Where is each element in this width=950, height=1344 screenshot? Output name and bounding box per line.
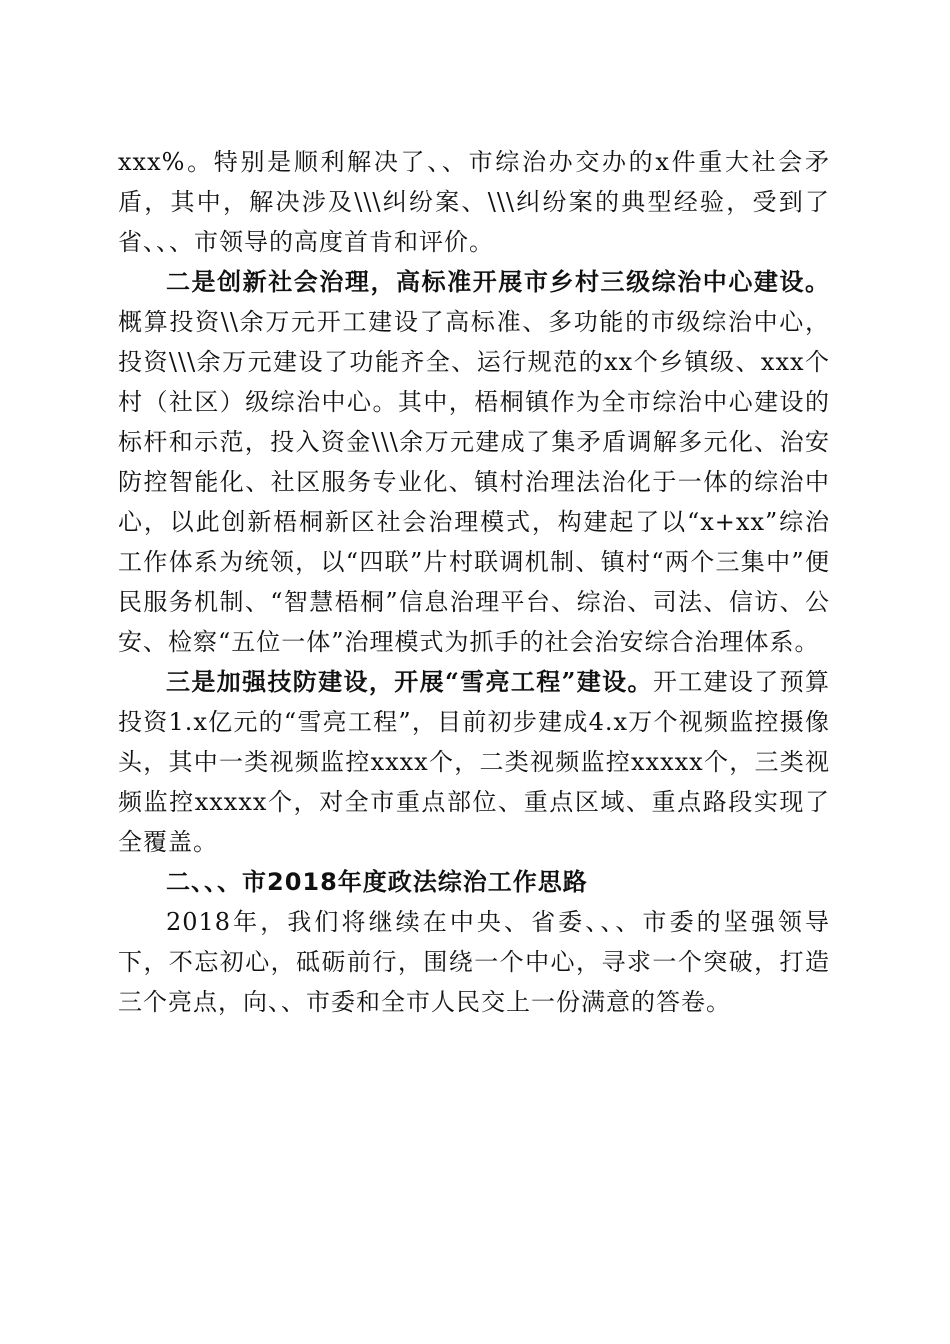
paragraph-text: 开工建设了预算投资1.x亿元的“雪亮工程”，目前初步建成4.x万个视频监控摄像头，其中一类视频监控xxxx个，二类视频监控xxxxx个，三类视频监控xxxxx个，对全市重点部位、重点区域、重点路段实现了全覆盖。 — [118, 668, 831, 856]
paragraph-text: 概算投资\\余万元开工建设了高标准、多功能的市级综治中心，投资\\\余万元建设了功能齐全、运行规范的xx个乡镇级、xxx个村（社区）级综治中心。其中，梧桐镇作为全市综治中心建设的标杆和示范，投入资金\\\余万元建成了集矛盾调解多元化、治安防控智能化、社区服务专业化、镇村治理法治化于一体的综治中心，以此创新梧桐新区社会治理模式，构建起了以“x+xx”综治工作体系为统领，以“四联”片村联调机制、镇村“两个三集中”便民服务机制、“智慧梧桐”信息治理平台、综治、司法、信访、公安、检察“五位一体”治理模式为抓手的社会治安综合治理体系。 — [118, 308, 830, 656]
paragraph-text: 2018年，我们将继续在中央、省委、、、市委的坚强领导下，不忘初心，砥砺前行，围绕一个中心，寻求一个突破，打造三个亮点，向、、市委和全市人民交上一份满意的答卷。 — [118, 908, 830, 1016]
document-body — [118, 142, 830, 1022]
paragraph-lead-sentence: 三是加强技防建设，开展“雪亮工程”建设。 — [166, 667, 653, 696]
paragraph-xueliang-project — [118, 662, 830, 862]
paragraph-comprehensive-center — [118, 262, 830, 662]
paragraph-lead-sentence: 二是创新社会治理，高标准开展市乡村三级综治中心建设。 — [166, 267, 830, 296]
paragraph-text: xxx%。特别是顺利解决了、、市综治办交办的x件重大社会矛盾，其中，解决涉及\\\纠纷案、\\\纠纷案的典型经验，受到了省、、、市领导的高度首肯和评价。 — [118, 148, 830, 256]
paragraph-closing — [118, 902, 830, 1022]
section-heading: 二、、、市2018年度政法综治工作思路 — [166, 868, 588, 896]
paragraph-continuation — [118, 142, 830, 262]
